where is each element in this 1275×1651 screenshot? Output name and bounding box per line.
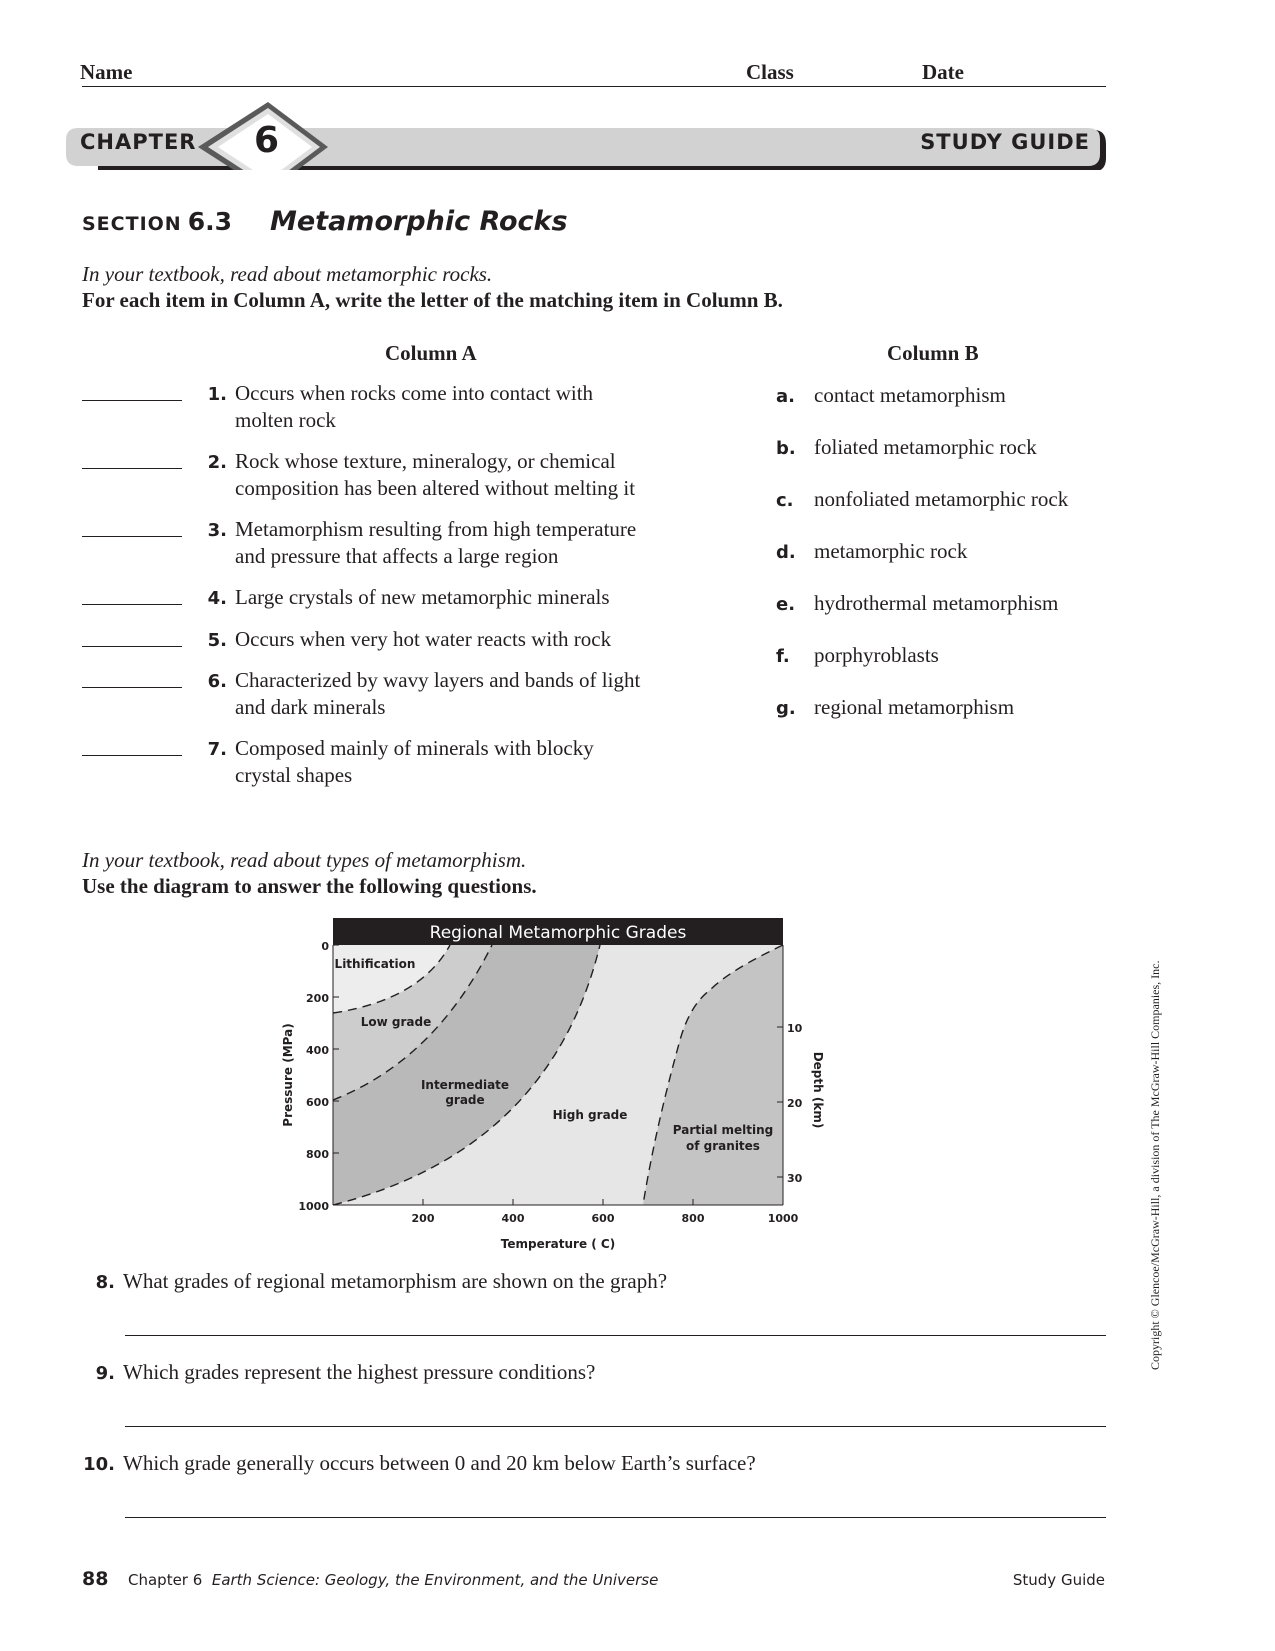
- metamorphic-grades-diagram: [270, 910, 850, 1260]
- label-high-grade: High grade: [552, 1108, 628, 1122]
- item-line: molten rock: [235, 408, 336, 432]
- column-a-header: Column A: [385, 341, 477, 365]
- label-partial-melting-line2: of granites: [686, 1139, 760, 1153]
- choice-text: contact metamorphism: [814, 383, 1006, 407]
- copyright-notice: Copyright © Glencoe/McGraw-Hill, a division of The McGraw-Hill Companies, Inc.: [1148, 960, 1162, 1370]
- answer-blank-1[interactable]: [82, 400, 182, 401]
- choice-text: hydrothermal metamorphism: [814, 591, 1059, 615]
- answer-blank-6[interactable]: [82, 687, 182, 688]
- y-axis-label: Pressure (MPa): [281, 1023, 295, 1127]
- study-guide-label: STUDY GUIDE: [920, 130, 1090, 154]
- item-line: Metamorphism resulting from high temperature: [235, 517, 637, 541]
- chapter-label: CHAPTER: [80, 130, 197, 154]
- section-word: SECTION: [82, 213, 182, 235]
- footer-study-guide: Study Guide: [1012, 1571, 1105, 1589]
- depth-tick-label: 20: [787, 1097, 803, 1110]
- x-axis-label: Temperature ( C): [500, 1237, 616, 1251]
- y-tick-label: 800: [306, 1148, 329, 1161]
- choice-text: nonfoliated metamorphic rock: [814, 487, 1069, 511]
- item-number: 3.: [207, 520, 227, 541]
- y-tick-label: 0: [321, 940, 329, 953]
- label-intermediate-line2: grade: [445, 1093, 485, 1107]
- y-tick-label: 200: [306, 992, 329, 1005]
- answer-line-10[interactable]: [125, 1517, 1106, 1518]
- choice-letter: b.: [776, 438, 796, 459]
- choice-letter: f.: [776, 646, 790, 667]
- diagram-title: Regional Metamorphic Grades: [429, 923, 687, 943]
- chapter-number: 6: [254, 120, 280, 161]
- item-line: Occurs when rocks come into contact with: [235, 381, 594, 405]
- header-rule: [82, 86, 1106, 87]
- column-b-header: Column B: [887, 341, 979, 365]
- item-number: 2.: [207, 452, 227, 473]
- question-text: Which grade generally occurs between 0 and 20 km below Earth’s surface?: [123, 1451, 756, 1475]
- choice-letter: c.: [776, 490, 794, 511]
- item-number: 1.: [207, 384, 227, 405]
- answer-blank-4[interactable]: [82, 604, 182, 605]
- item-text: [235, 380, 705, 434]
- instruction-bold-1: For each item in Column A, write the letter of the matching item in Column B.: [82, 288, 783, 312]
- item-number: 4.: [207, 588, 227, 609]
- item-text: [235, 667, 705, 721]
- instruction-italic-2: In your textbook, read about types of metamorphism.: [82, 848, 527, 872]
- y-tick-label: 400: [306, 1044, 329, 1057]
- item-text: [235, 626, 705, 653]
- y-tick-label: 1000: [298, 1200, 329, 1213]
- item-line: Occurs when very hot water reacts with rock: [235, 627, 612, 651]
- question-text: Which grades represent the highest pressure conditions?: [123, 1360, 596, 1384]
- item-line: Rock whose texture, mineralogy, or chemical: [235, 449, 616, 473]
- x-tick-label: 600: [591, 1212, 615, 1225]
- x-tick-label: 800: [681, 1212, 705, 1225]
- page-number: 88: [82, 1568, 109, 1590]
- item-text: [235, 735, 705, 789]
- label-intermediate-line1: Intermediate: [420, 1078, 510, 1092]
- choice-letter: d.: [776, 542, 796, 563]
- item-number: 7.: [207, 739, 227, 760]
- choice-text: regional metamorphism: [814, 695, 1015, 719]
- section-title: [82, 206, 568, 237]
- footer-book-title: Earth Science: Geology, the Environment, and the Universe: [211, 1571, 659, 1589]
- item-number: 5.: [207, 630, 227, 651]
- label-partial-melting-line1: Partial melting: [672, 1123, 774, 1137]
- item-line: and dark minerals: [235, 695, 386, 719]
- choice-text: porphyroblasts: [814, 643, 939, 667]
- y-tick-label: 600: [306, 1096, 329, 1109]
- item-line: crystal shapes: [235, 763, 353, 787]
- item-line: composition has been altered without melting it: [235, 476, 636, 500]
- item-text: [235, 448, 705, 502]
- item-line: Composed mainly of minerals with blocky: [235, 736, 594, 760]
- answer-blank-2[interactable]: [82, 468, 182, 469]
- answer-line-8[interactable]: [125, 1335, 1106, 1336]
- instruction-bold-2: Use the diagram to answer the following questions.: [82, 874, 537, 898]
- name-label: Name: [80, 60, 133, 84]
- question-number: 9.: [95, 1363, 115, 1384]
- x-tick-label: 200: [411, 1212, 435, 1225]
- chapter-banner: [58, 120, 1108, 161]
- question-number: 8.: [95, 1272, 115, 1293]
- x-tick-label: 1000: [767, 1212, 799, 1225]
- depth-axis-label: Depth (km): [811, 1051, 825, 1129]
- item-line: Large crystals of new metamorphic minerals: [235, 585, 610, 609]
- instruction-italic-1: In your textbook, read about metamorphic rocks.: [82, 262, 493, 286]
- section-name: Metamorphic Rocks: [270, 206, 568, 237]
- answer-blank-7[interactable]: [82, 755, 182, 756]
- item-number: 6.: [207, 671, 227, 692]
- section-number: 6.3: [187, 207, 232, 236]
- date-label: Date: [922, 60, 964, 84]
- choice-text: foliated metamorphic rock: [814, 435, 1037, 459]
- question-text: What grades of regional metamorphism are shown on the graph?: [123, 1269, 668, 1293]
- label-low-grade: Low grade: [360, 1015, 432, 1029]
- footer-chapter-label: Chapter 6: [128, 1571, 203, 1589]
- item-text: [235, 516, 705, 570]
- footer-chapter: [128, 1571, 658, 1589]
- choice-letter: a.: [776, 386, 795, 407]
- class-label: Class: [746, 60, 794, 84]
- answer-blank-5[interactable]: [82, 646, 182, 647]
- item-text: [235, 584, 705, 611]
- choice-letter: e.: [776, 594, 796, 615]
- item-line: Characterized by wavy layers and bands of light: [235, 668, 641, 692]
- answer-line-9[interactable]: [125, 1426, 1106, 1427]
- x-tick-label: 400: [501, 1212, 525, 1225]
- answer-blank-3[interactable]: [82, 536, 182, 537]
- depth-tick-label: 10: [787, 1022, 803, 1035]
- choice-letter: g.: [776, 698, 796, 719]
- label-lithification: Lithification: [334, 957, 416, 971]
- choice-text: metamorphic rock: [814, 539, 968, 563]
- item-line: and pressure that affects a large region: [235, 544, 559, 568]
- depth-tick-label: 30: [787, 1172, 803, 1185]
- question-number: 10.: [83, 1454, 115, 1475]
